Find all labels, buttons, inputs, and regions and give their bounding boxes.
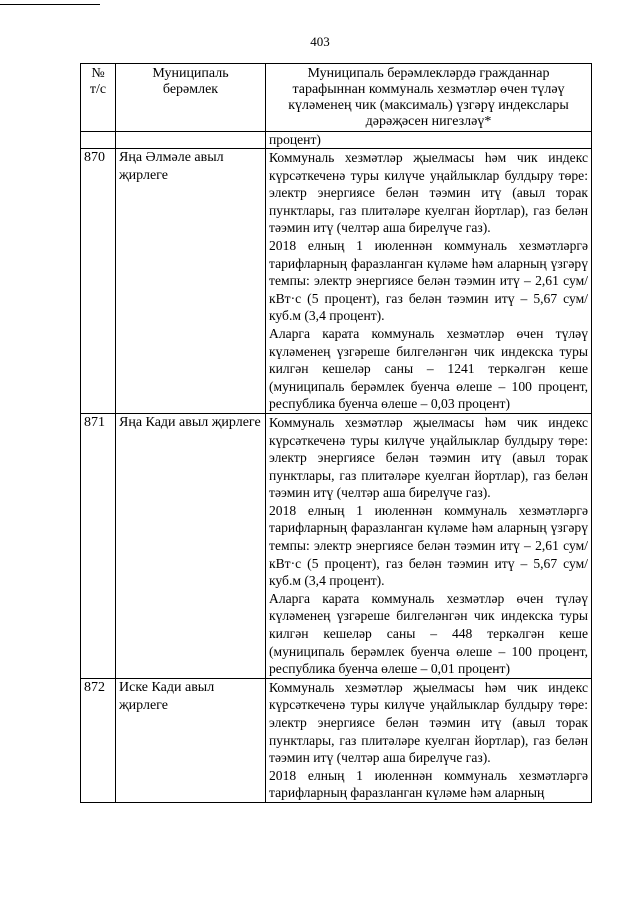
continuation-mun-cell	[116, 132, 266, 149]
row-municipality: Яңа Кади авыл җирлеге	[116, 413, 266, 678]
description-paragraph: Аларга карата коммуналь хезмәтләр өчен түләү күләменең үзгәреше билгеләнгән чик индекска туры килгән кешеләр саны – 448 теркәлгән кеше (муниципаль берәмлек буенча өлеше – 100 процент, республика буенча өлеше – 0,01 процент)	[269, 590, 588, 677]
row-description	[266, 678, 592, 802]
description-paragraph: Аларга карата коммуналь хезмәтләр өчен түләү күләменең үзгәреше билгеләнгән чик индекска туры килгән кешеләр саны – 1241 теркәлгән кеше (муниципаль берәмлек буенча өлеше – 100 процент, республика буенча өлеше – 0,03 процент)	[269, 325, 588, 412]
header-description: Муниципаль берәмлекләрдә гражданнар тарафыннан коммуналь хезмәтләр өчен түләү күләменең чик (максималь) үзгәрү индекслары дәрәҗәсен нигезләү*	[266, 64, 592, 132]
description-paragraph: Коммуналь хезмәтләр җыелмасы һәм чик индекс күрсәткеченә туры килүче уңайлыклар булдыру төре: электр энергиясе белән тәэмин итү (авыл торак пунктлары, газ плитәләре куелган йортлар), газ белән тәэмин итү (челтәр аша бирелүче газ).	[269, 150, 588, 236]
table-row	[81, 413, 592, 678]
row-municipality: Иске Кади авыл җирлеге	[116, 678, 266, 802]
description-paragraph: 2018 елның 1 июленнән коммуналь хезмәтләргә тарифларның фаразланган күләме һәм аларның үзгәрү темпы: электр энергиясе белән тәэмин итү – 2,61 сум/кВт·с (5 процент), газ белән тәэмин итү – 5,67 сум/куб.м (3,4 процент).	[269, 237, 588, 324]
continuation-text: процент)	[266, 132, 592, 149]
table-header-row	[81, 64, 592, 132]
row-description	[266, 413, 592, 678]
table-row	[81, 149, 592, 414]
page-number: 403	[310, 34, 330, 49]
corner-rule	[0, 4, 100, 5]
row-number: 871	[81, 413, 116, 678]
header-municipality: Муниципаль берәмлек	[116, 64, 266, 132]
table-row	[81, 678, 592, 802]
continuation-row	[81, 132, 592, 149]
row-number: 870	[81, 149, 116, 414]
header-number: № т/с	[81, 64, 116, 132]
municipal-index-table	[80, 63, 592, 803]
description-paragraph: 2018 елның 1 июленнән коммуналь хезмәтләргә тарифларның фаразланган күләме һәм аларның үзгәрү темпы: электр энергиясе белән тәэмин итү – 2,61 сум/кВт·с (5 процент), газ белән тәэмин итү – 5,67 сум/куб.м (3,4 процент).	[269, 502, 588, 589]
row-number: 872	[81, 678, 116, 802]
description-paragraph: Коммуналь хезмәтләр җыелмасы һәм чик индекс күрсәткеченә туры килүче уңайлыклар булдыру төре: электр энергиясе белән тәэмин итү (авыл торак пунктлары, газ плитәләре куелган йортлар), газ белән тәэмин итү (челтәр аша бирелүче газ).	[269, 414, 588, 501]
description-paragraph: 2018 елның 1 июленнән коммуналь хезмәтләргә тарифларның фаразланган күләме һәм аларның	[269, 767, 588, 801]
row-municipality: Яңа Әлмәле авыл җирлеге	[116, 149, 266, 414]
description-paragraph: Коммуналь хезмәтләр җыелмасы һәм чик индекс күрсәткеченә туры килүче уңайлыклар булдыру төре: электр энергиясе белән тәэмин итү (авыл торак пунктлары, газ плитәләре куелган йортлар), газ белән тәэмин итү (челтәр аша бирелүче газ).	[269, 679, 588, 766]
continuation-num-cell	[81, 132, 116, 149]
row-description	[266, 149, 592, 414]
